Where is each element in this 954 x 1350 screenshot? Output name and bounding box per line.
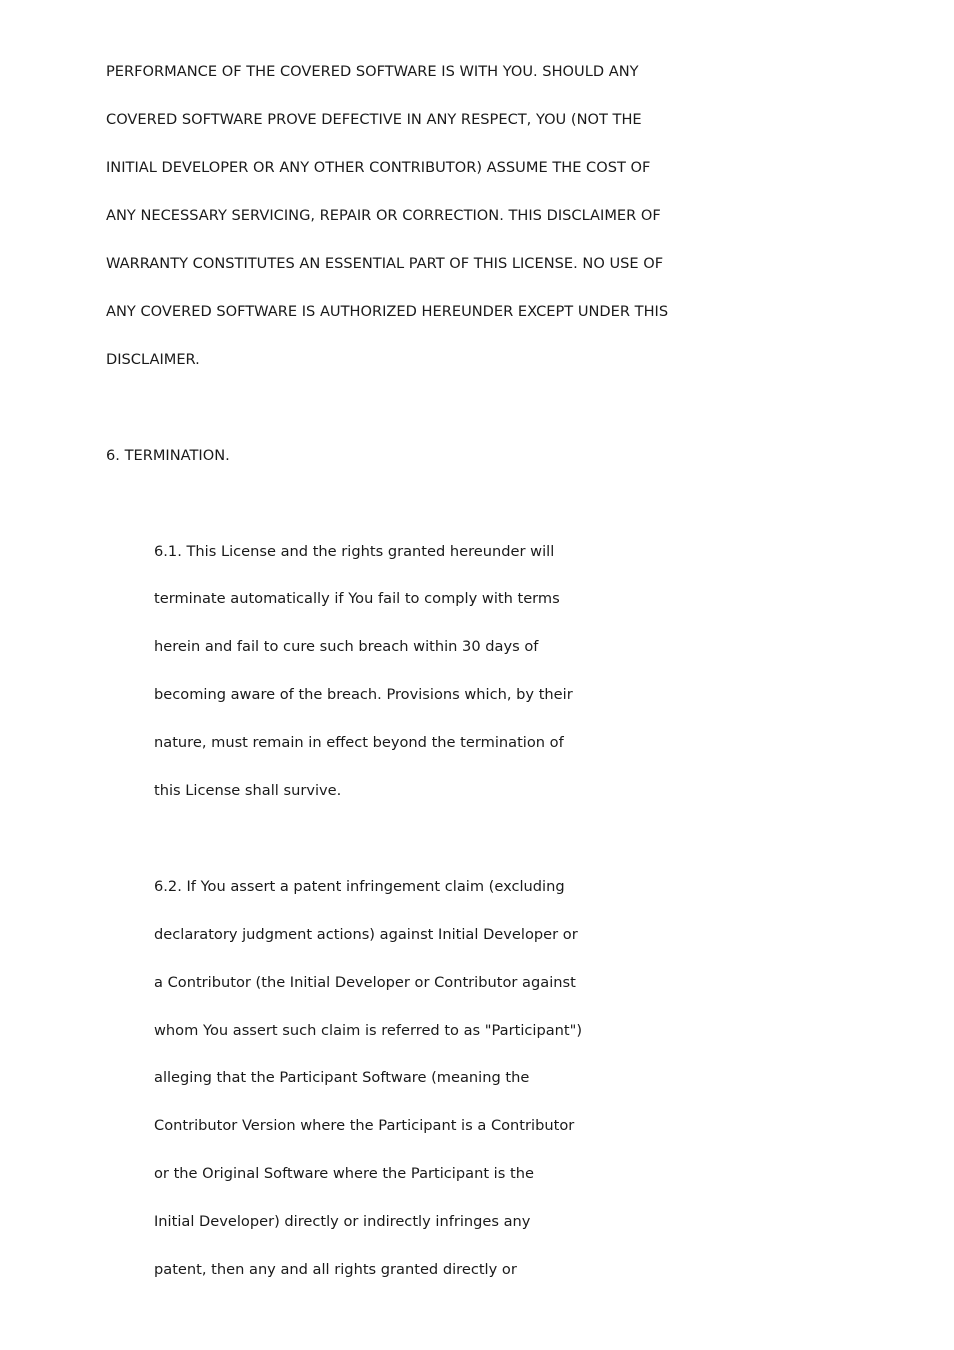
clause-6-2-line: alleging that the Participant Software (meaning the	[154, 1069, 530, 1086]
disclaimer-line: ANY COVERED SOFTWARE IS AUTHORIZED HEREUNDER EXCEPT UNDER THIS	[106, 303, 669, 320]
clause-6-2-line: 6.2. If You assert a patent infringement claim (excluding	[154, 878, 565, 895]
clause-6-1-line: terminate automatically if You fail to comply with terms	[154, 590, 560, 607]
disclaimer-line: PERFORMANCE OF THE COVERED SOFTWARE IS WITH YOU. SHOULD ANY	[106, 63, 639, 80]
clause-6-1-line: this License shall survive.	[154, 782, 342, 799]
disclaimer-line: COVERED SOFTWARE PROVE DEFECTIVE IN ANY RESPECT, YOU (NOT THE	[106, 111, 642, 128]
disclaimer-line: ANY NECESSARY SERVICING, REPAIR OR CORRECTION. THIS DISCLAIMER OF	[106, 207, 661, 224]
disclaimer-line: INITIAL DEVELOPER OR ANY OTHER CONTRIBUTOR) ASSUME THE COST OF	[106, 159, 651, 176]
clause-6-2-line: patent, then any and all rights granted directly or	[154, 1261, 517, 1278]
clause-6-1-line: herein and fail to cure such breach within 30 days of	[154, 638, 539, 655]
clause-6-2-line: a Contributor (the Initial Developer or Contributor against	[154, 974, 576, 991]
clause-6-2-line: declaratory judgment actions) against Initial Developer or	[154, 926, 578, 943]
clause-6-1-line: nature, must remain in effect beyond the termination of	[154, 734, 564, 751]
section-heading: 6. TERMINATION.	[106, 447, 230, 464]
clause-6-1-line: 6.1. This License and the rights granted hereunder will	[154, 543, 555, 560]
disclaimer-line: WARRANTY CONSTITUTES AN ESSENTIAL PART OF THIS LICENSE. NO USE OF	[106, 255, 664, 272]
clause-6-1-line: becoming aware of the breach. Provisions which, by their	[154, 686, 573, 703]
clause-6-2-line: Initial Developer) directly or indirectly infringes any	[154, 1213, 531, 1230]
clause-6-2-line: Contributor Version where the Participant is a Contributor	[154, 1117, 575, 1134]
clause-6-2-line: whom You assert such claim is referred to as "Participant")	[154, 1022, 583, 1039]
clause-6-2-line: or the Original Software where the Participant is the	[154, 1165, 534, 1182]
disclaimer-line: DISCLAIMER.	[106, 351, 200, 368]
